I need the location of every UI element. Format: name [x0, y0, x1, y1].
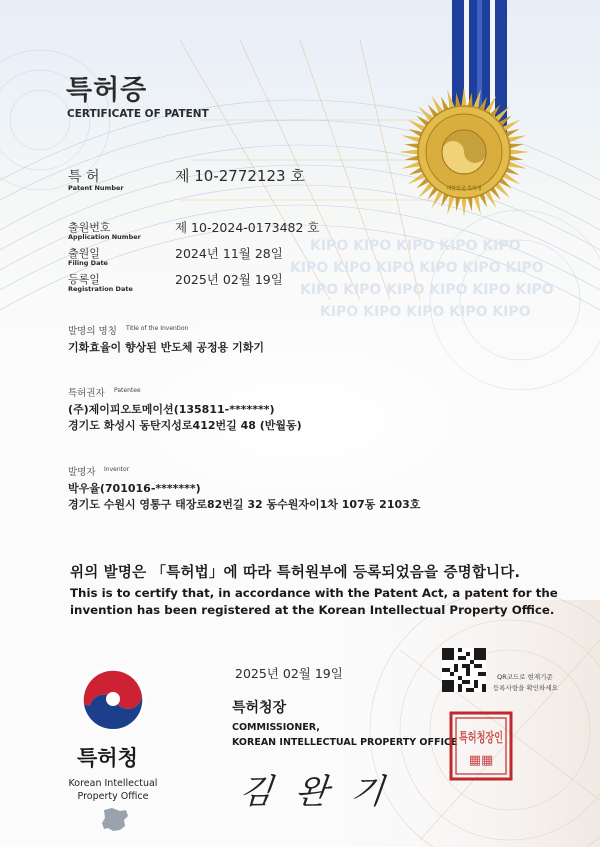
invention-title-value: 기화효율이 향상된 반도체 공정용 기화기: [68, 341, 264, 354]
filing-date-label: 출원일: [68, 247, 100, 260]
inventor-label-english: Inventor: [104, 466, 130, 473]
kipo-taegeuk-logo: [80, 666, 146, 732]
registration-date-label-english: Registration Date: [68, 285, 133, 293]
commissioner-title: 특허청장: [232, 700, 287, 716]
patentee-label-english: Patentee: [114, 387, 141, 394]
patent-number-label-english: Patent Number: [68, 184, 124, 192]
qr-note-line1: QR코드로 현재기준: [497, 673, 553, 681]
red-official-seal: [448, 710, 522, 782]
svg-text:▦▦: ▦▦: [468, 753, 494, 768]
office-name-korean: 특허청: [77, 746, 138, 770]
office-name-english-line1: Korean Intellectual: [68, 778, 158, 789]
patentee-name: (주)제이피오토메이션(135811-*******): [68, 403, 275, 416]
inventor-address: 경기도 수원시 영통구 태장로82번길 32 동수원자이1차 107동 2103호: [68, 498, 421, 511]
issue-date: 2025년 02월 19일: [235, 666, 343, 681]
registration-date-label: 등록일: [68, 273, 100, 286]
gold-seal: [398, 86, 530, 218]
qr-code[interactable]: [442, 648, 486, 692]
application-number-label: 출원번호: [68, 221, 111, 234]
svg-text:KIPO KIPO KIPO KIPO KIPO: KIPO KIPO KIPO KIPO KIPO: [310, 238, 521, 254]
qr-note-line2: 등록사항을 확인하세요: [493, 684, 558, 692]
certificate-title: 특허증: [66, 75, 148, 106]
svg-text:KIPO KIPO KIPO KIPO KIPO: KIPO KIPO KIPO KIPO KIPO: [320, 304, 531, 320]
svg-text:KIPO KIPO KIPO KIPO KIPO KIPO: KIPO KIPO KIPO KIPO KIPO KIPO: [290, 260, 544, 276]
certificate-title-english: CERTIFICATE OF PATENT: [67, 108, 209, 120]
seal-ray: [399, 149, 420, 155]
filing-date-label-english: Filing Date: [68, 259, 108, 267]
office-name-english-line2: Property Office: [77, 791, 149, 802]
patentee-label: 특허권자: [68, 388, 105, 399]
commissioner-title-english-line2: KOREAN INTELLECTUAL PROPERTY OFFICE: [232, 737, 458, 748]
application-number-value: 제 10-2024-0173482 호: [175, 220, 320, 235]
filing-date-value: 2024년 11월 28일: [175, 246, 283, 261]
certification-statement-english-line1: This is to certify that, in accordance with the Patent Act, a patent for the: [70, 586, 558, 600]
red-seal-text: 특허청장인: [459, 731, 522, 746]
seal-ray: [461, 87, 467, 108]
commissioner-title-english-line1: COMMISSIONER,: [232, 722, 320, 733]
inventor-name: 박우율(701016-*******): [68, 482, 201, 495]
inventor-label: 발명자: [68, 467, 96, 478]
korea-map-icon: [98, 806, 132, 834]
application-number-label-english: Application Number: [68, 233, 141, 241]
patent-number-value: 제 10-2772123 호: [175, 167, 305, 185]
seal-ray: [508, 149, 529, 155]
commissioner-signature: 김 완 기: [237, 772, 392, 812]
svg-text:KIPO KIPO KIPO KIPO KIPO KIPO: KIPO KIPO KIPO KIPO KIPO KIPO: [300, 282, 554, 298]
invention-title-label: 발명의 명칭: [68, 326, 117, 337]
gold-seal-text: 대한민국 특허청: [446, 186, 482, 192]
patent-number-label: 특 허: [68, 169, 100, 185]
certification-statement-korean: 위의 발명은 「특허법」에 따라 특허원부에 등록되었음을 증명합니다.: [70, 565, 521, 581]
certification-statement-english-line2: invention has been registered at the Korean Intellectual Property Office.: [70, 603, 555, 617]
invention-title-label-english: Title of the Invention: [126, 325, 189, 332]
patentee-address: 경기도 화성시 동탄지성로412번길 48 (반월동): [68, 419, 302, 432]
seal-ray: [461, 196, 467, 217]
registration-date-value: 2025년 02월 19일: [175, 272, 283, 287]
